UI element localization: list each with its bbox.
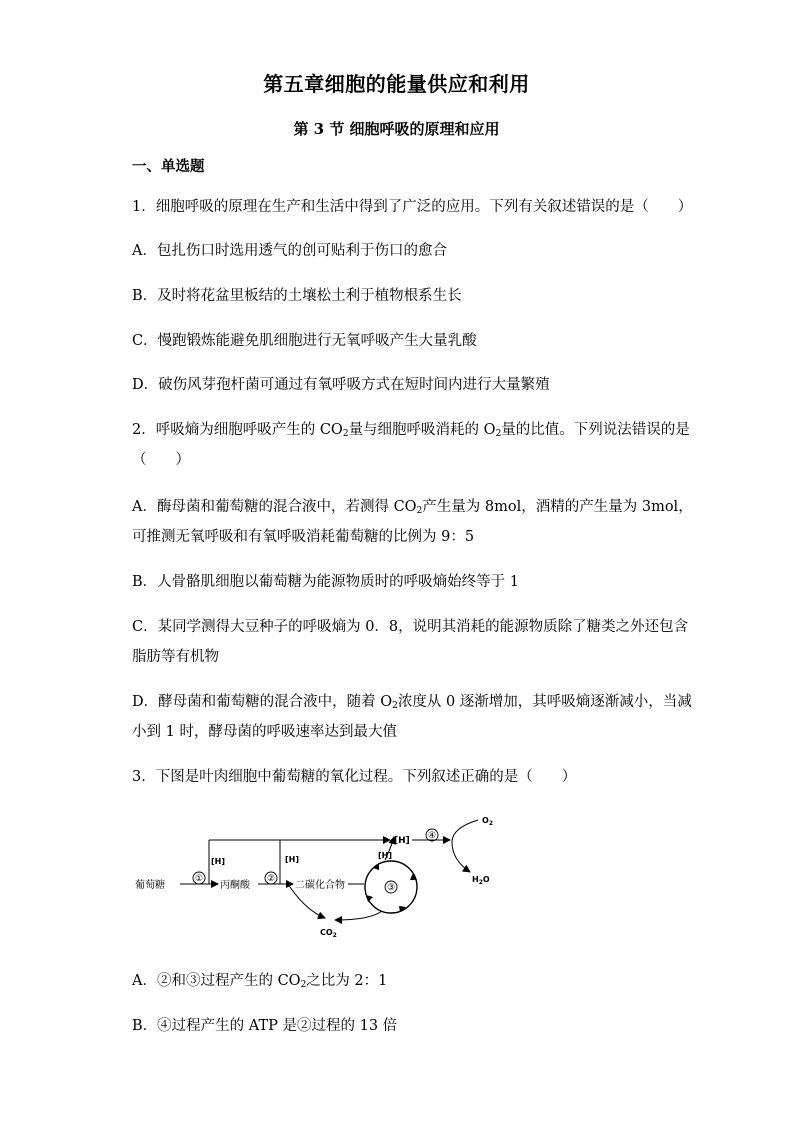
question-2-option-c-cont: 脂肪等有机物 [132,649,219,665]
question-2-option-b: B．人骨骼肌细胞以葡萄糖为能源物质时的呼吸熵始终等于 1 [132,574,519,590]
question-2-option-a-cont: 可推测无氧呼吸和有氧呼吸消耗葡萄糖的比例为 9：5 [132,529,475,545]
question-2-stem-bracket: （ ） [132,452,190,468]
question-3-option-a: A．②和③过程产生的 $CO_2$之比为 2：1 [132,973,388,990]
question-3-option-b: B．④过程产生的 ATP 是②过程的 13 倍 [132,1018,398,1034]
glucose-label: 葡萄糖 [135,880,165,891]
co2-label: $CO_2$ [320,928,337,939]
section-subtitle: 第 3 节 细胞呼吸的原理和应用 [293,120,500,138]
chapter-title: 第五章细胞的能量供应和利用 [263,72,530,96]
h2o-label: $H_2O$ [472,875,490,886]
question-2-option-d-cont: 小到 1 时，酵母菌的呼吸速率达到最大值 [132,724,397,740]
question-2-option-d: D．酵母菌和葡萄糖的混合液中，随着 $O_2$浓度从 0 逐渐增加，其呼吸熵逐渐减小，当减 [132,694,692,711]
step-3-label: ③ [386,883,396,893]
h-label-2: [H] [285,855,300,864]
question-type-heading: 一、单选题 [132,158,205,175]
step-2-label: ② [266,874,276,884]
h-label-cycle: [H] [378,851,393,860]
question-1-option-d: D．破伤风芽孢杆菌可通过有氧呼吸方式在短时间内进行大量繁殖 [132,377,550,393]
question-2-stem: 2．呼吸熵为细胞呼吸产生的 $CO_2$量与细胞呼吸消耗的 $O_2$量的比值。下列说法错误的是 [132,422,690,439]
question-1-option-a: A．包扎伤口时选用透气的创可贴利于伤口的愈合 [132,243,447,259]
pyruvate-label: 丙酮酸 [220,880,250,891]
two-carbon-compound-label: 二碳化合物 [295,880,345,891]
question-3-stem: 3．下图是叶肉细胞中葡萄糖的氧化过程。下列叙述正确的是（ ） [132,769,577,785]
step-1-label: ① [194,874,204,884]
question-1-option-c: C．慢跑锻炼能避免肌细胞进行无氧呼吸产生大量乳酸 [132,333,477,349]
o2-label: $O_2$ [482,816,493,827]
h-label-1: [H] [211,857,226,866]
h-label-top: [H] [394,836,410,846]
question-1-option-b: B．及时将花盆里板结的土壤松土利于植物根系生长 [132,288,462,304]
question-2-option-a: A．酶母菌和葡萄糖的混合液中，若测得 $CO_2$产生量为 8mol，酒精的产生量为 3mol， [132,499,693,516]
step-4-label: ④ [427,831,437,841]
question-1-stem: 1．细胞呼吸的原理在生产和生活中得到了广泛的应用。下列有关叙述错误的是（ ） [132,199,693,215]
question-2-option-c: C．某同学测得大豆种子的呼吸熵为 0．8，说明其消耗的能源物质除了糖类之外还包含 [132,619,689,635]
glucose-oxidation-diagram [130,810,520,945]
